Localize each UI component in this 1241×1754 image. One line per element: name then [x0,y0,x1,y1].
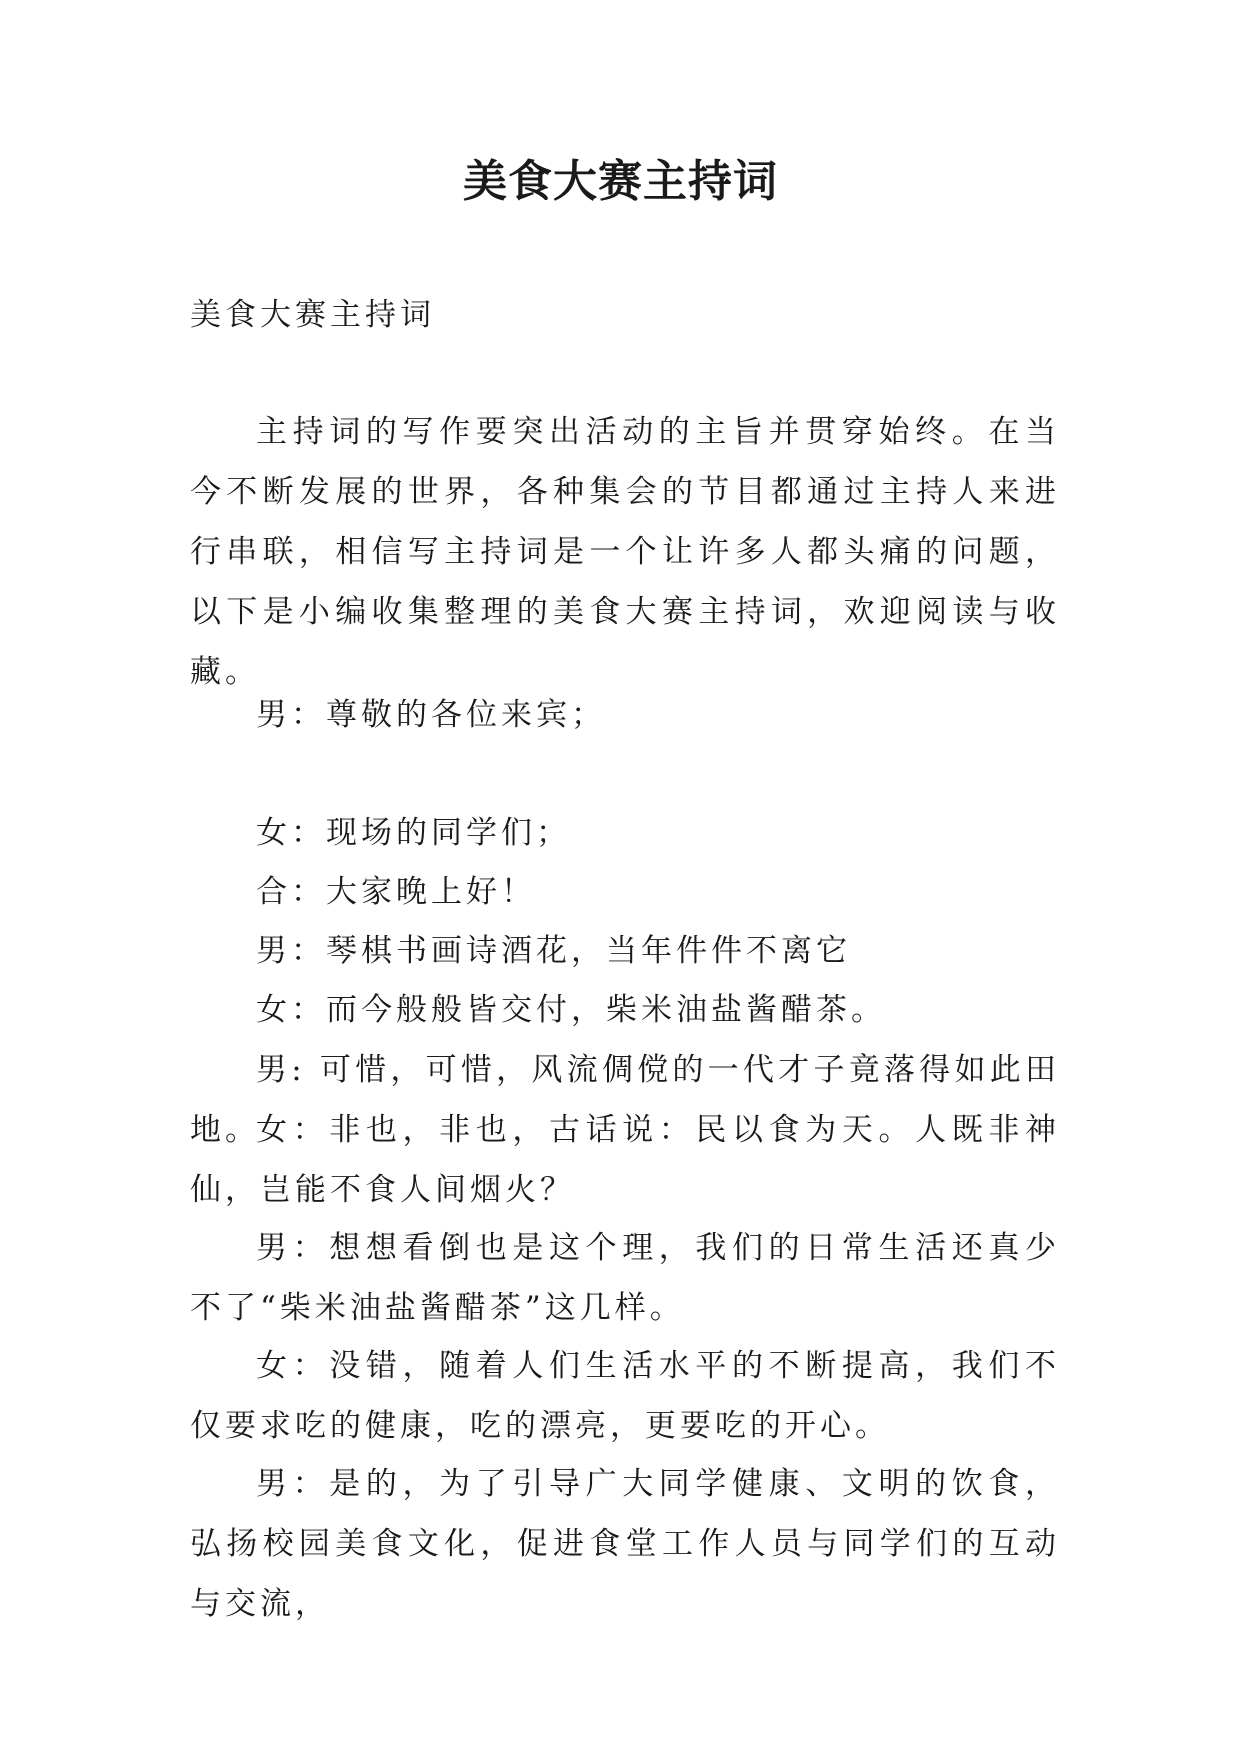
document-title: 美食大赛主持词 [463,156,778,207]
dialogue-line: 男：是的，为了引导广大同学健康、文明的饮食，弘扬校园美食文化，促进食堂工作人员与同学们的互动与交流， [190,1466,1060,1622]
dialogue-line: 女：没错，随着人们生活水平的不断提高，我们不仅要求吃的健康，吃的漂亮，更要吃的开心。 [190,1348,1060,1444]
dialogue-line: 男：想想看倒也是这个理，我们的日常生活还真少不了“柴米油盐酱醋茶”这几样。 [190,1230,1060,1326]
document-subtitle: 美食大赛主持词 [190,297,435,333]
dialogue-line: 女：现场的同学们； [256,815,571,851]
intro-paragraph: 主持词的写作要突出活动的主旨并贯穿始终。在当今不断发展的世界，各种集会的节目都通过主持人来进行串联，相信写主持词是一个让许多人都头痛的问题，以下是小编收集整理的美食大赛主持词，欢迎阅读与收藏。 [190,414,1060,690]
dialogue-line: 女：而今般般皆交付，柴米油盐酱醋茶。 [256,992,886,1028]
dialogue-line: 男：尊敬的各位来宾； [256,697,606,733]
dialogue-line: 女：非也，非也，古话说：民以食为天。人既非神仙，岂能不食人间烟火？ [190,1112,1060,1208]
dialogue-line: 男：琴棋书画诗酒花，当年件件不离它 [256,933,851,969]
dialogue-line: 男: 可惜，可惜，风流倜傥的一代才子竟落得如此田地。 [190,1052,1060,1148]
dialogue-line: 合：大家晚上好！ [256,874,536,910]
